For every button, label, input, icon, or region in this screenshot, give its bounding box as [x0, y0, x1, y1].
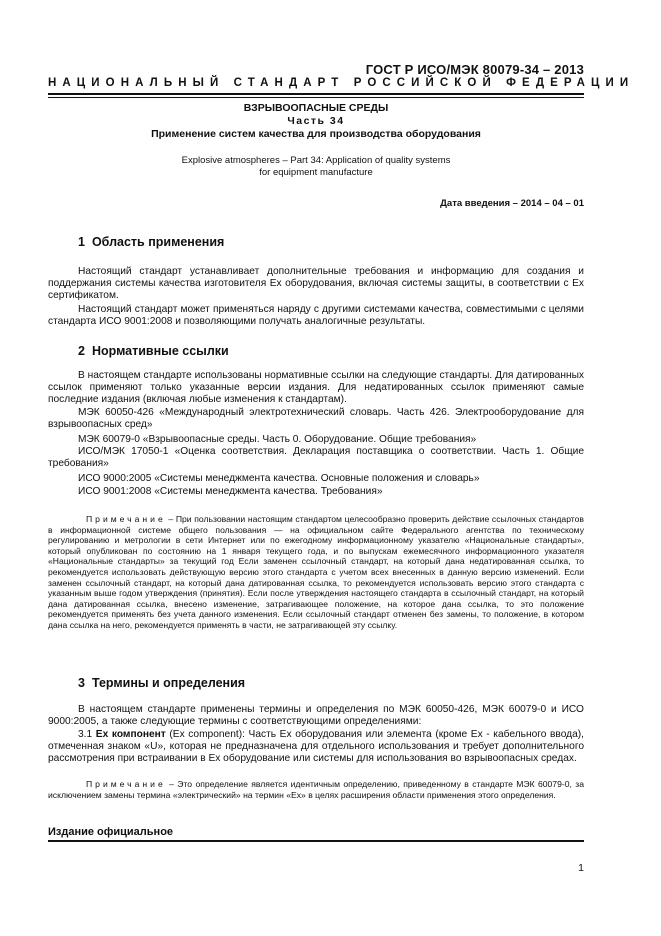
- section-3-number: 3: [78, 676, 85, 690]
- section-1-heading: [78, 235, 224, 249]
- section-1-paragraph-1: Настоящий стандарт устанавливает дополнительные требования и информацию для создания и поддержания системы качества изготовителя Ex оборудования, включая системы защиты, в соответствии с Ex сертификатом.: [48, 266, 584, 301]
- section-1-title: Область применения: [91, 235, 225, 249]
- section-3-note: Примечание – Это определение является идентичным определению, приведенному в стандарте МЭК 60079-0, за исключением замены термина «электрический» на термин «Ex» в целях расширения области применения этого определения.: [48, 779, 584, 800]
- reference-item: ИСО 9001:2008 «Системы менеджмента качества. Требования»: [78, 486, 383, 497]
- national-standard-banner: НАЦИОНАЛЬНЫЙ СТАНДАРТ РОССИЙСКОЙ ФЕДЕРАЦИИ: [48, 77, 635, 89]
- title-part: Часть 34: [287, 115, 345, 127]
- section-3-heading: [78, 676, 245, 690]
- title-main: ВЗРЫВООПАСНЫЕ СРЕДЫ: [243, 102, 389, 114]
- term-name: Ex компонент: [95, 729, 166, 740]
- reference-item: МЭК 60050-426 «Международный электротехнический словарь. Часть 426. Электрооборудование для взрывоопасных сред»: [48, 407, 584, 430]
- section-2-paragraph-1: В настоящем стандарте использованы нормативные ссылки на следующие стандарты. Для датированных ссылок применяют только указанные версии издания. Для недатированных ссылок применяют самые последние издания (включая любые изменения к стандартам).: [48, 370, 584, 405]
- section-2-number: 2: [78, 344, 85, 358]
- reference-item: МЭК 60079-0 «Взрывоопасные среды. Часть 0. Оборудование. Общие требования»: [78, 434, 477, 445]
- term-3-1: 3.1 Ex компонент (Ex component): Часть Ex оборудования или элемента (кроме Ex - кабельного ввода), отмеченная знаком «U», которая не предназначена для отдельного использования и требует дополнительного рассмотрения при встраивании в Ex оборудование или системы для использования во взрывоопасных средах.: [48, 729, 584, 764]
- footer-rule: [48, 840, 584, 842]
- title-block: [48, 102, 584, 179]
- note-label: Примечание: [86, 514, 166, 524]
- header-rule-thin: [48, 97, 584, 98]
- term-number: 3.1: [78, 729, 96, 740]
- reference-item: ИСО 9000:2005 «Системы менеджмента качества. Основные положения и словарь»: [78, 473, 480, 484]
- note-label: Примечание: [86, 779, 166, 789]
- page-number: 1: [578, 862, 584, 874]
- section-2-heading: [78, 344, 229, 358]
- title-english: [48, 155, 584, 179]
- section-1-number: 1: [78, 235, 85, 249]
- title-subtitle: Применение систем качества для производства оборудования: [151, 128, 481, 140]
- section-1-paragraph-2: Настоящий стандарт может применяться наряду с другими системами качества, совместимыми с целями стандарта ИСО 9001:2008 и позволяющими получать аналогичные результаты.: [48, 304, 584, 327]
- header-rule-thick: [48, 93, 584, 95]
- section-3-paragraph-1: В настоящем стандарте применены термины и определения по МЭК 60050-426, МЭК 60079-0 и ИСО 9000:2005, а также следующие термины с соответствующими определениями:: [48, 704, 584, 727]
- title-english-line2: for equipment manufacture: [259, 167, 373, 178]
- title-english-line1: Explosive atmospheres – Part 34: Application of quality systems: [181, 155, 451, 166]
- official-edition: Издание официальное: [48, 826, 174, 838]
- section-3-title: Термины и определения: [91, 676, 246, 690]
- introduction-date: Дата введения – 2014 – 04 – 01: [440, 198, 584, 209]
- section-2-title: Нормативные ссылки: [91, 344, 229, 358]
- document-number: ГОСТ Р ИСО/МЭК 80079-34 – 2013: [365, 62, 584, 77]
- reference-item: ИСО/МЭК 17050-1 «Оценка соответствия. Декларация поставщика о соответствии. Часть 1. Общие требования»: [48, 446, 584, 469]
- section-2-note: Примечание – При пользовании настоящим стандартом целесообразно проверить действие ссылочных стандартов в информационной системе общего пользования — на официальном сайте Федерального агентства по техническому регулированию и метрологии в сети Интернет или по ежегодному информационному указателю «Национальные стандарты», который опубликован по состоянию на 1 января текущего года, и по выпускам ежемесячного информационного указателя «Национальные стандарты» за текущий год Если заменен ссылочный стандарт, на который дана недатированная ссылка, то рекомендуется использовать действующую версию этого стандарта с учетом всех внесенных в данную версию изменений. Если заменен ссылочный стандарт, на который дана датированная ссылка, то рекомендуется использовать версию этого стандарта с указанным выше годом утверждения (принятия). Если после утверждения настоящего стандарта в ссылочный стандарт, на который дана датированная ссылка, внесено изменение, затрагивающее положение, на которое дана ссылка, то это положение рекомендуется применять без учета данного изменения. Если ссылочный стандарт отменен без замены, то положение, в котором дана ссылка на него, рекомендуется применять в части, не затрагивающей эту ссылку.: [48, 514, 584, 630]
